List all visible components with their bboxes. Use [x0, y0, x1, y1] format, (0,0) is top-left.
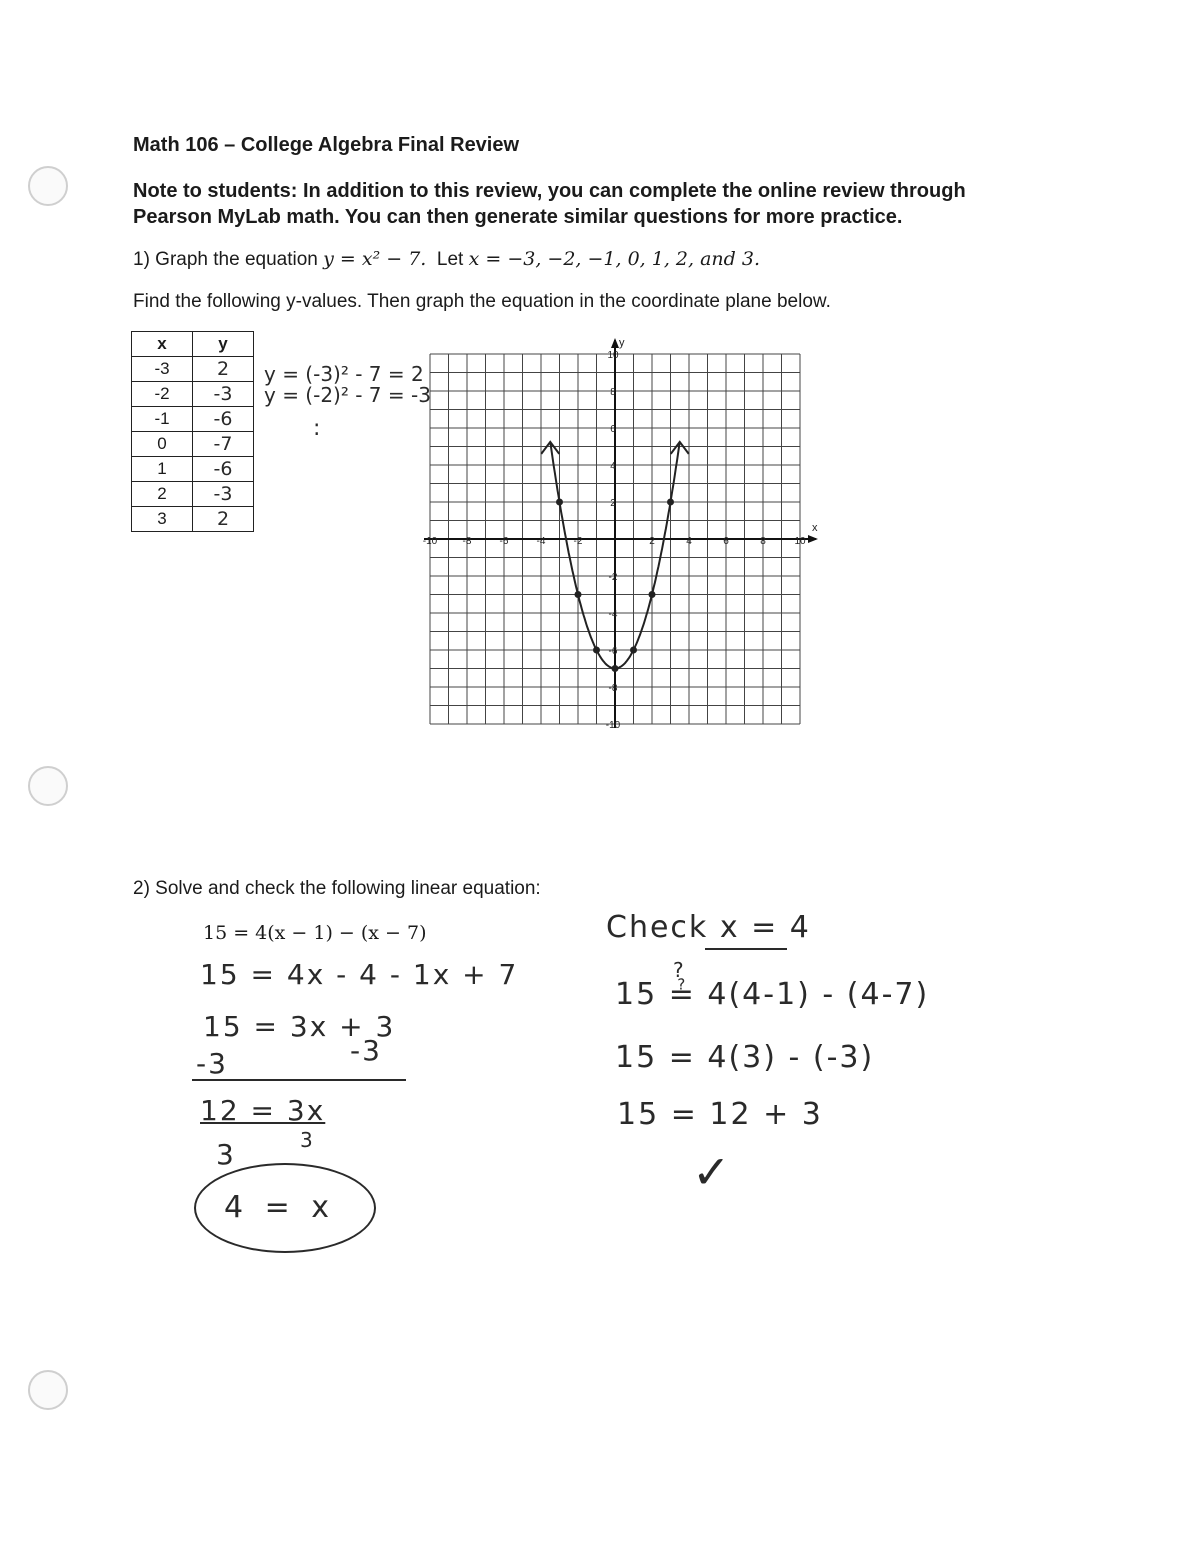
- y-tick-label: -2: [608, 572, 618, 583]
- handwritten-work-2: y = (-2)² - 7 = -3: [264, 383, 431, 407]
- plotted-point: [612, 665, 619, 672]
- y-tick-label: 6: [610, 424, 616, 435]
- solve-step-subtract-left: -3: [196, 1047, 228, 1080]
- table-cell-y: 2: [193, 357, 254, 382]
- table-cell-x: 3: [132, 507, 193, 532]
- y-tick-label: 2: [610, 498, 616, 509]
- binder-hole-bottom: [28, 1370, 68, 1410]
- plotted-point: [649, 591, 656, 598]
- table-cell-x: 0: [132, 432, 193, 457]
- plotted-point: [593, 647, 600, 654]
- check-question-mark: ?: [673, 958, 684, 982]
- solve-divider: [192, 1079, 406, 1081]
- solve-answer: 4 = x: [224, 1190, 336, 1225]
- axes: [424, 337, 818, 728]
- x-tick-label: 4: [686, 536, 692, 547]
- plotted-point: [575, 591, 582, 598]
- table-row: [132, 382, 254, 407]
- q1-equation: y = x² − 7.: [323, 248, 427, 270]
- handwritten-work-1: y = (-3)² - 7 = 2: [264, 362, 424, 386]
- table-cell-y: 2: [193, 507, 254, 532]
- x-tick-label: 10: [794, 536, 806, 547]
- plotted-point: [556, 499, 563, 506]
- table-cell-x: -3: [132, 357, 193, 382]
- y-tick-label: -6: [608, 646, 618, 657]
- y-tick-label: -10: [605, 720, 621, 731]
- check-step-3: 15 = 12 + 3: [617, 1097, 823, 1132]
- handwritten-continuation: :: [313, 416, 321, 441]
- y-tick-label: 8: [610, 387, 616, 398]
- solve-step-divide-right: 3: [300, 1128, 315, 1152]
- x-tick-label: -4: [536, 536, 546, 547]
- note-line-2: Pearson MyLab math. You can then generate similar questions for more practice.: [133, 206, 903, 228]
- table-header-y: y: [193, 332, 254, 357]
- table-row: [132, 407, 254, 432]
- q1-let: Let: [436, 249, 464, 270]
- x-axis-label: x: [812, 522, 818, 534]
- table-cell-x: 2: [132, 482, 193, 507]
- check-step-1: 15 ≟ 4(4-1) - (4-7): [615, 977, 930, 1012]
- x-axis-arrow-icon: [808, 535, 818, 543]
- table-cell-x: 1: [132, 457, 193, 482]
- plotted-point: [630, 647, 637, 654]
- table-cell-x: -1: [132, 407, 193, 432]
- table-cell-y: -6: [193, 457, 254, 482]
- table-row: [132, 507, 254, 532]
- table-row: [132, 457, 254, 482]
- coordinate-plane: [420, 330, 820, 740]
- q1-prefix: 1) Graph the equation: [133, 249, 318, 270]
- solve-step-3: 12 = 3x: [200, 1094, 326, 1127]
- x-tick-label: -6: [499, 536, 509, 547]
- table-row: [132, 482, 254, 507]
- question-1-prompt: [133, 248, 760, 271]
- page-title: Math 106 – College Algebra Final Review: [133, 134, 520, 156]
- table-cell-y: -3: [193, 482, 254, 507]
- binder-hole-top: [28, 166, 68, 206]
- solve-step-2: 15 = 3x + 3: [203, 1010, 396, 1043]
- table-header-x: x: [132, 332, 193, 357]
- check-step-2: 15 = 4(3) - (-3): [615, 1040, 875, 1075]
- question-1-instructions: Find the following y-values. Then graph the equation in the coordinate plane below.: [133, 291, 831, 312]
- x-tick-label: -2: [573, 536, 583, 547]
- check-title: Check x = 4: [606, 910, 811, 945]
- y-tick-label: -4: [608, 609, 618, 620]
- note-to-students: [133, 178, 966, 230]
- check-underline: [705, 948, 787, 950]
- x-tick-label: 6: [723, 536, 729, 547]
- solve-step-1: 15 = 4x - 4 - 1x + 7: [200, 958, 519, 991]
- table-cell-y: -7: [193, 432, 254, 457]
- x-tick-label: -10: [422, 536, 438, 547]
- y-axis-label: y: [619, 337, 625, 349]
- checkmark-icon: ✓: [692, 1145, 731, 1199]
- x-tick-label: 8: [760, 536, 766, 547]
- solve-step-divide-left: 3: [216, 1138, 236, 1171]
- table-row: [132, 432, 254, 457]
- table-cell-x: -2: [132, 382, 193, 407]
- y-axis-arrow-icon: [611, 338, 619, 348]
- table-header-row: [132, 332, 254, 357]
- y-tick-label: 10: [607, 350, 619, 361]
- plotted-point: [667, 499, 674, 506]
- y-tick-label: -8: [608, 683, 618, 694]
- table-row: [132, 357, 254, 382]
- question-2-prompt: 2) Solve and check the following linear equation:: [133, 878, 541, 899]
- table-cell-y: -3: [193, 382, 254, 407]
- q1-x-values: x = −3, −2, −1, 0, 1, 2, and 3.: [468, 248, 760, 270]
- question-2-equation: 15 = 4(x − 1) − (x − 7): [203, 922, 427, 944]
- table-cell-y: -6: [193, 407, 254, 432]
- note-line-1: Note to students: In addition to this review, you can complete the online review through: [133, 180, 966, 202]
- y-tick-label: 4: [610, 461, 616, 472]
- binder-hole-middle: [28, 766, 68, 806]
- x-tick-label: 2: [649, 536, 655, 547]
- xy-table: [131, 331, 254, 532]
- x-tick-label: -8: [462, 536, 472, 547]
- solve-step-subtract-right: -3: [350, 1034, 382, 1067]
